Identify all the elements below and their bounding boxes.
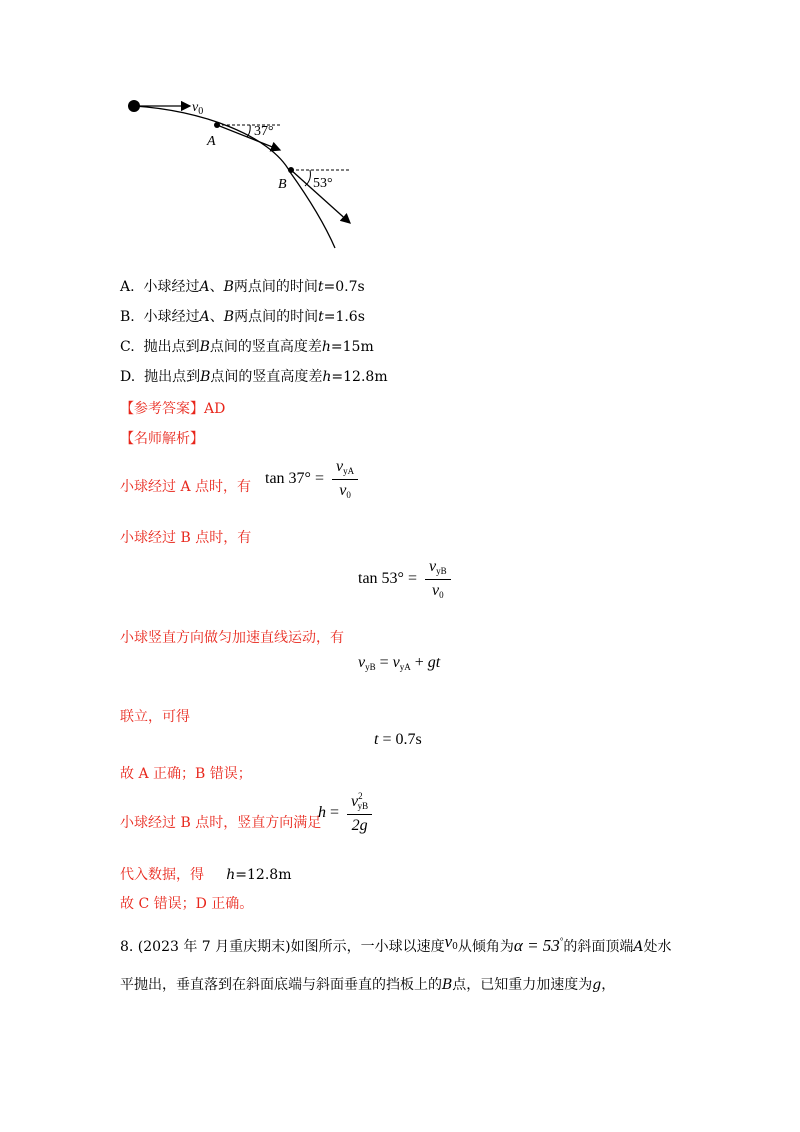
label-v0: $v_0$	[192, 100, 204, 117]
projectile-figure	[110, 90, 370, 260]
angle-label-b: 53°	[313, 176, 333, 191]
question-8-line2: 平抛出，垂直落到在斜面底端与斜面垂直的挡板上的B点，已知重力加速度为g，	[120, 977, 616, 993]
step5-text: 故 A 正确；B 错误；	[120, 766, 252, 782]
step1-equation: tan 37° = $\frac{v_{yA}}{v_0}$	[265, 458, 358, 501]
step3-equation: $v_{yB} = v_{yA}$ + gt	[358, 654, 441, 672]
step1-text: 小球经过 A 点时，有	[120, 479, 252, 495]
trajectory-curve	[134, 106, 335, 248]
step8-text: 故 C 错误；D 正确。	[120, 896, 254, 912]
step7-text: 代入数据，得 h=12.8m	[120, 867, 292, 883]
step4-text: 联立，可得	[120, 709, 190, 725]
option-d: D. 抛出点到B点间的竖直高度差h=12.8m	[120, 369, 388, 385]
step6-text: 小球经过 B 点时，竖直方向满足	[120, 815, 322, 831]
label-a: A	[207, 134, 216, 149]
step4-equation: t = 0.7s	[374, 731, 422, 748]
step6-equation: h = $\frac{v^2_{yB}}{2g}$	[318, 792, 372, 834]
step3-text: 小球竖直方向做匀加速直线运动，有	[120, 630, 344, 646]
option-c: C. 抛出点到B点间的竖直高度差h=15m	[120, 339, 374, 355]
step2-text: 小球经过 B 点时，有	[120, 530, 252, 546]
option-b: B. 小球经过A、B两点间的时间t=1.6s	[120, 309, 365, 325]
step2-equation: tan 53° = $\frac{v_{yB}}{v_0}$	[358, 558, 451, 601]
reference-answer: 【参考答案】AD	[120, 401, 226, 417]
question-8-line1: 8. (2023 年 7 月重庆期末)如图所示，一小球以速度$v^0$从倾角为α = 53°的斜面顶端A处水	[120, 932, 672, 955]
analysis-heading: 【名师解析】	[120, 431, 204, 447]
angle-label-a: 37°	[254, 124, 274, 139]
label-b: B	[278, 177, 287, 192]
option-a: A. 小球经过A、B两点间的时间t=0.7s	[120, 279, 365, 295]
